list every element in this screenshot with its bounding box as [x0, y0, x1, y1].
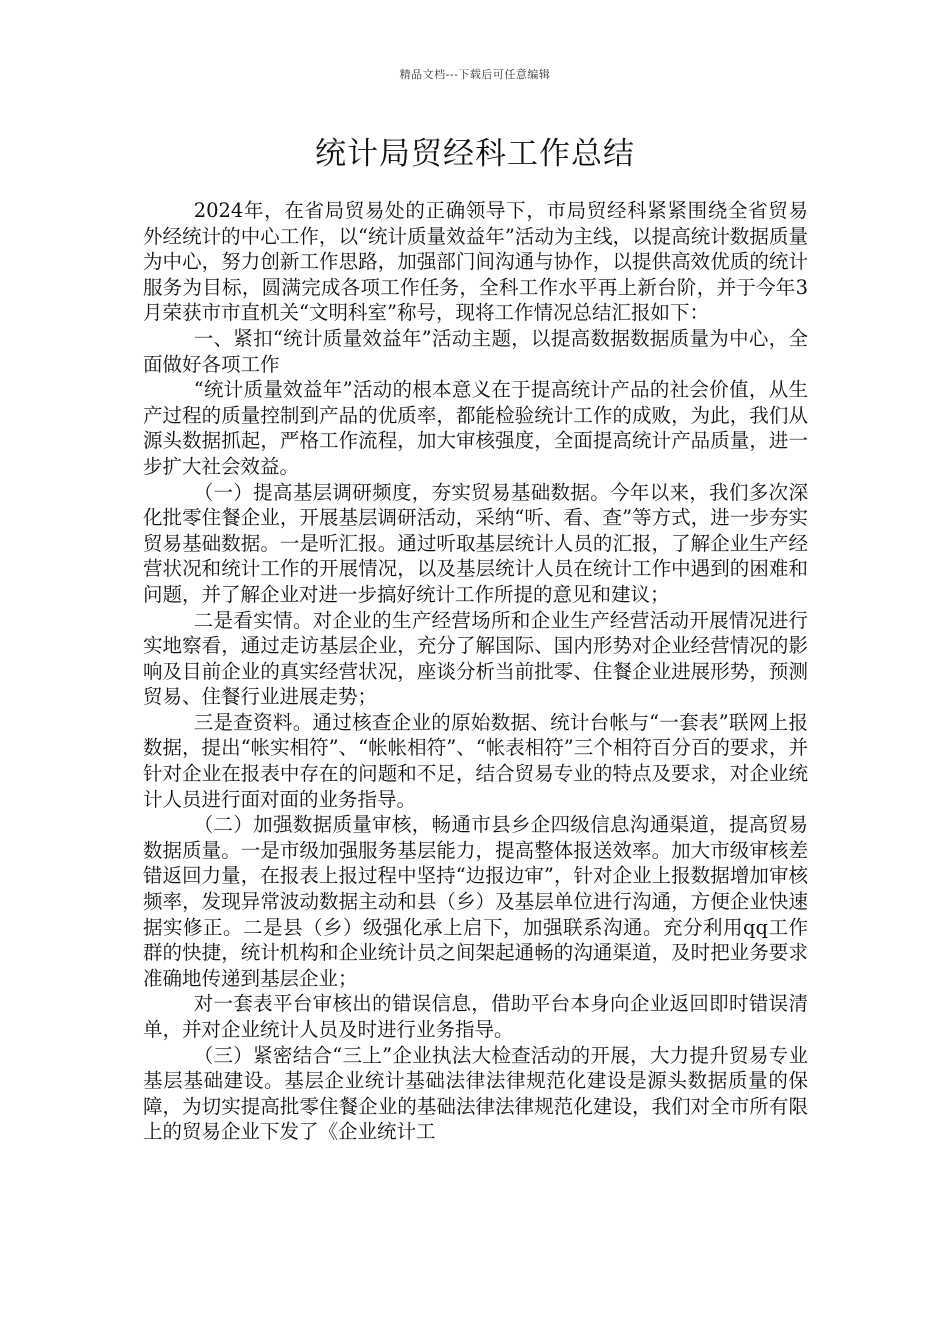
paragraph: （二）加强数据质量审核，畅通市县乡企四级信息沟通渠道，提高贸易数据质量。一是市级加强服务基层能力，提高整体报送效率。加大市级审核差错返回力量，在报表上报过程中坚持“边报边审”，针对企业上报数据增加审核频率，发现异常波动数据主动和县（乡）及基层单位进行沟通，方便企业快速据实修正。二是县（乡）级强化承上启下，加强联系沟通。充分利用qq工作群的快捷，统计机构和企业统计员之间架起通畅的沟通渠道，及时把业务要求准确地传递到基层企业；	[143, 813, 808, 990]
paragraph: 三是查资料。通过核查企业的原始数据、统计台帐与“一套表”联网上报数据，提出“帐实相符”、“帐帐相符”、“帐表相符”三个相符百分百的要求，并针对企业在报表中存在的问题和不足，结合贸易专业的特点及要求，对企业统计人员进行面对面的业务指导。	[143, 710, 808, 811]
paragraph: 2024年，在省局贸易处的正确领导下，市局贸经科紧紧围绕全省贸易外经统计的中心工作，以“统计质量效益年”活动为主线，以提高统计数据质量为中心，努力创新工作思路，加强部门间沟通与协作，以提供高效优质的统计服务为目标，圆满完成各项工作任务，全科工作水平再上新台阶，并于今年3月荣获市市直机关“文明科室”称号，现将工作情况总结汇报如下：	[143, 199, 808, 325]
section-heading: 一、紧扣“统计质量效益年”活动主题，以提高数据数据质量为中心，全面做好各项工作	[143, 326, 808, 376]
paragraph: 二是看实情。对企业的生产经营场所和企业生产经营活动开展情况进行实地察看，通过走访基层企业，充分了解国际、国内形势对企业经营情况的影响及目前企业的真实经营状况，座谈分析当前批零、住餐企业进展形势，预测贸易、住餐行业进展走势；	[143, 608, 808, 709]
paragraph: （三）紧密结合“三上”企业执法大检查活动的开展，大力提升贸易专业基层基础建设。基层企业统计基础法律法律规范化建设是源头数据质量的保障，为切实提高批零住餐企业的基础法律法律规范化建设，我们对全市所有限上的贸易企业下发了《企业统计工	[143, 1043, 808, 1144]
paragraph: 对一套表平台审核出的错误信息，借助平台本身向企业返回即时错误清单，并对企业统计人员及时进行业务指导。	[143, 992, 808, 1041]
header-note: 精品文档---下载后可任意编辑	[399, 68, 551, 81]
document-title: 统计局贸经科工作总结	[315, 136, 635, 172]
paragraph: （一）提高基层调研频度，夯实贸易基础数据。今年以来，我们多次深化批零住餐企业，开展基层调研活动，采纳“听、看、查”等方式，进一步夯实贸易基础数据。一是听汇报。通过听取基层统计人员的汇报，了解企业生产经营状况和统计工作的开展情况，以及基层统计人员在统计工作中遇到的困难和问题，并了解企业对进一步搞好统计工作所提的意见和建议；	[143, 480, 808, 606]
paragraph: “统计质量效益年”活动的根本意义在于提高统计产品的社会价值，从生产过程的质量控制到产品的优质率，都能检验统计工作的成败，为此，我们从源头数据抓起，严格工作流程，加大审核强度，全面提高统计产品质量，进一步扩大社会效益。	[143, 378, 808, 478]
document-body	[143, 198, 808, 1145]
